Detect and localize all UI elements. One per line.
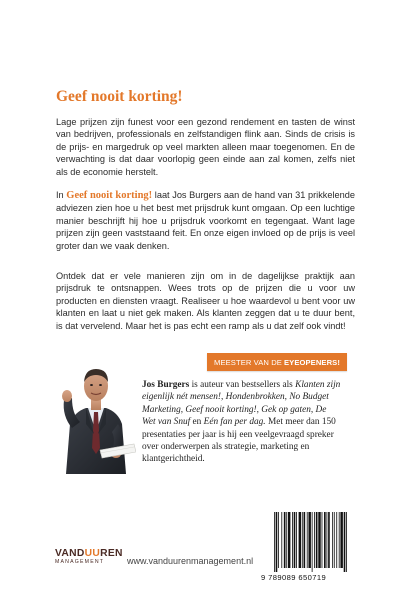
barcode-bar xyxy=(346,512,347,572)
barcode-bar xyxy=(281,512,282,568)
barcode-bar xyxy=(324,512,326,568)
publisher-logo xyxy=(55,548,123,566)
author-books-last: Eén fan per dag. xyxy=(203,417,266,428)
barcode-bar xyxy=(339,512,340,568)
barcode-bar xyxy=(278,512,279,568)
banner-text-regular: MEESTER VAN DE xyxy=(214,357,282,367)
barcode-bar xyxy=(314,512,315,568)
barcode-bar xyxy=(284,512,286,568)
author-bio-intro: is auteur van bestsellers als xyxy=(191,380,293,390)
barcode-bar xyxy=(296,512,297,568)
barcode-bar xyxy=(344,512,346,572)
barcode-bar xyxy=(276,512,278,572)
author-bio-speaker: Met meer dan 150 presentaties per jaar is hij een veelgevraagd spreker over onderwerpen als strategie, marketing en klantgerichtheid. xyxy=(142,417,336,465)
isbn-number: 9 789089 650719 xyxy=(261,573,327,582)
barcode-bar xyxy=(292,512,293,568)
barcode-bar xyxy=(336,512,337,568)
barcode-bar xyxy=(308,512,310,568)
barcode-bar xyxy=(304,512,306,568)
author-name: Jos Burgers xyxy=(142,380,190,390)
barcode-bar xyxy=(299,512,301,568)
barcode-bar xyxy=(322,512,323,568)
summary-title-highlight: Geef nooit korting! xyxy=(66,190,153,201)
author-books: Klanten zijn eigenlijk nét mensen!, Hondenbrokken, No Budget Marketing, Geef nooit korting!, Gek op gaten, De Wet van Snuf xyxy=(142,380,341,428)
banner-text-bold: EYEOPENERS! xyxy=(283,357,340,367)
publisher-logo-sub: MANAGEMENT xyxy=(55,559,105,565)
barcode-bar xyxy=(294,512,296,568)
barcode-bar xyxy=(302,512,303,568)
closing-paragraph: Ontdek dat er vele manieren zijn om in de dagelijkse praktijk aan prijsdruk te ontsnappen. Wees trots op de prijzen die u voor uw producten en diensten vraagt. Realiseer u hoe waardevol u bent voor uw klanten en laat u niet gek maken. Als klanten zeggen dat u te duur bent, is dat vervelend. Maar het is pas echt een ramp als u dat zelf ook vindt! xyxy=(56,271,355,331)
publisher-website: www.vanduurenmanagement.nl xyxy=(127,556,254,566)
summary-rest: laat Jos Burgers aan de hand van 31 prikkelende adviezen zien hoe u het best met prijsdruk kunt omgaan. Op een luchtige manier beschrijft hij hoe u prijsdruk voorkomt en tegengaat. Want lage prijzen zijn geen vaststaand feit. En onze eigen invloed op de prijs is veel groter dan we vaak denken. xyxy=(56,190,355,251)
author-bio-en: en xyxy=(192,417,202,428)
barcode-bar xyxy=(334,512,335,568)
barcode-bar xyxy=(274,512,275,572)
book-title: Geef nooit korting! xyxy=(56,88,183,105)
barcode-bar xyxy=(312,512,313,572)
barcode-bar xyxy=(328,512,330,568)
summary-paragraph xyxy=(56,189,355,252)
author-photo xyxy=(56,358,136,474)
barcode-bar xyxy=(340,512,342,568)
barcode-bar xyxy=(316,512,318,568)
barcode-bar xyxy=(307,512,308,568)
intro-paragraph: Lage prijzen zijn funest voor een gezond rendement en tasten de winst van bedrijven, professionals en zelfstandigen flink aan. Sinds de crisis is de prijs- en margedruk op veel markten alleen maar toegenomen. En de verwachting is dat daar voorlopig geen einde aan zal komen, zelfs niet als de economie herstelt. xyxy=(56,117,355,177)
barcode-bar xyxy=(332,512,333,568)
barcode-bar xyxy=(318,512,320,568)
summary-prefix: In xyxy=(56,190,64,200)
author-bio xyxy=(142,379,342,466)
barcode-bar xyxy=(288,512,290,568)
barcode-bar xyxy=(286,512,287,568)
barcode-bar xyxy=(326,512,327,568)
tagline-banner xyxy=(207,353,347,371)
publisher-logo-word: VANDUUREN xyxy=(55,548,123,559)
